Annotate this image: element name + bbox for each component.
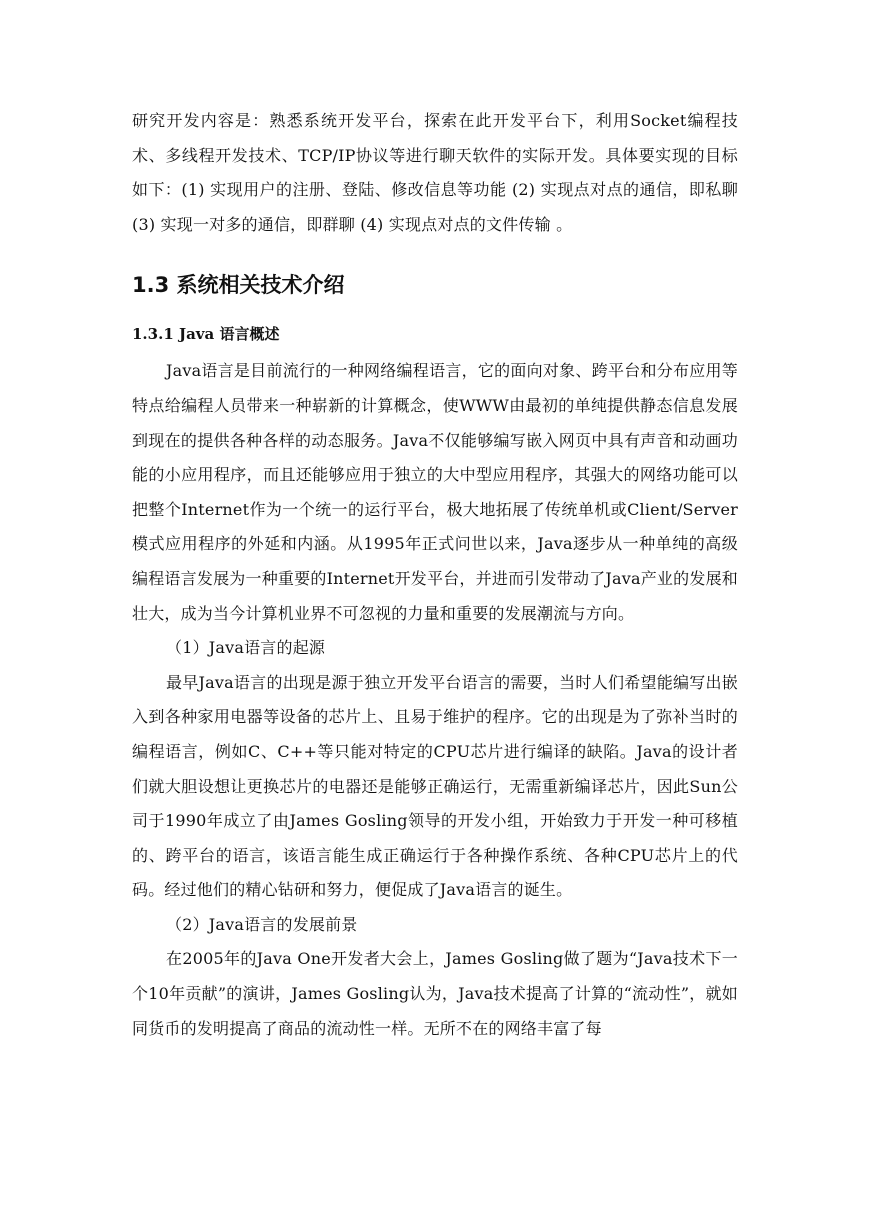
section-heading: 1.3 系统相关技术介绍 xyxy=(132,273,345,298)
overview-paragraph: Java语言是目前流行的一种网络编程语言，它的面向对象、跨平台和分布应用等特点给编程人员带来一种崭新的计算概念，使WWW由最初的单纯提供静态信息发展到现在的提供各种各样的动态服务。Java不仅能够编写嵌入网页中具有声音和动画功能的小应用程序，而且还能够应用于独立的大中型应用程序，其强大的网络功能可以把整个Internet作为一个统一的运行平台，极大地拓展了传统单机或Client/Server模式应用程序的外延和内涵。从1995年正式问世以来，Java逐步从一种单纯的高级编程语言发展为一种重要的Internet开发平台，并进而引发带动了Java产业的发展和壮大，成为当今计算机业界不可忽视的力量和重要的发展潮流与方向。 xyxy=(132,361,738,623)
item-1-title: （1）Java语言的起源 xyxy=(166,638,326,658)
item-1-paragraph: 最早Java语言的出现是源于独立开发平台语言的需要，当时人们希望能编写出嵌入到各种家用电器等设备的芯片上、且易于维护的程序。它的出现是为了弥补当时的编程语言，例如C、C++等只能对特定的CPU芯片进行编译的缺陷。Java的设计者们就大胆设想让更换芯片的电器还是能够正确运行，无需重新编译芯片，因此Sun公司于1990年成立了由James Gosling领导的开发小组，开始致力于开发一种可移植的、跨平台的语言，该语言能生成正确运行于各种操作系统、各种CPU芯片上的代码。经过他们的精心钻研和努力，便促成了Java语言的诞生。 xyxy=(132,672,738,900)
item-2-paragraph: 在2005年的Java One开发者大会上，James Gosling做了题为“Java技术下一个10年贡献”的演讲，James Gosling认为，Java技术提高了计算的“流动性”，就如同货币的发明提高了商品的流动性一样。无所不在的网络丰富了每 xyxy=(132,949,738,1038)
item-2-title: （2）Java语言的发展前景 xyxy=(166,914,358,934)
page-content xyxy=(132,104,738,1046)
intro-paragraph: 研究开发内容是：熟悉系统开发平台，探索在此开发平台下，利用Socket编程技术、多线程开发技术、TCP/IP协议等进行聊天软件的实际开发。具体要实现的目标如下：(1) 实现用户的注册、登陆、修改信息等功能 (2) 实现点对点的通信，即私聊(3) 实现一对多的通信，即群聊 (4) 实现点对点的文件传输 。 xyxy=(132,111,738,234)
subsection-heading: 1.3.1 Java 语言概述 xyxy=(132,325,280,344)
